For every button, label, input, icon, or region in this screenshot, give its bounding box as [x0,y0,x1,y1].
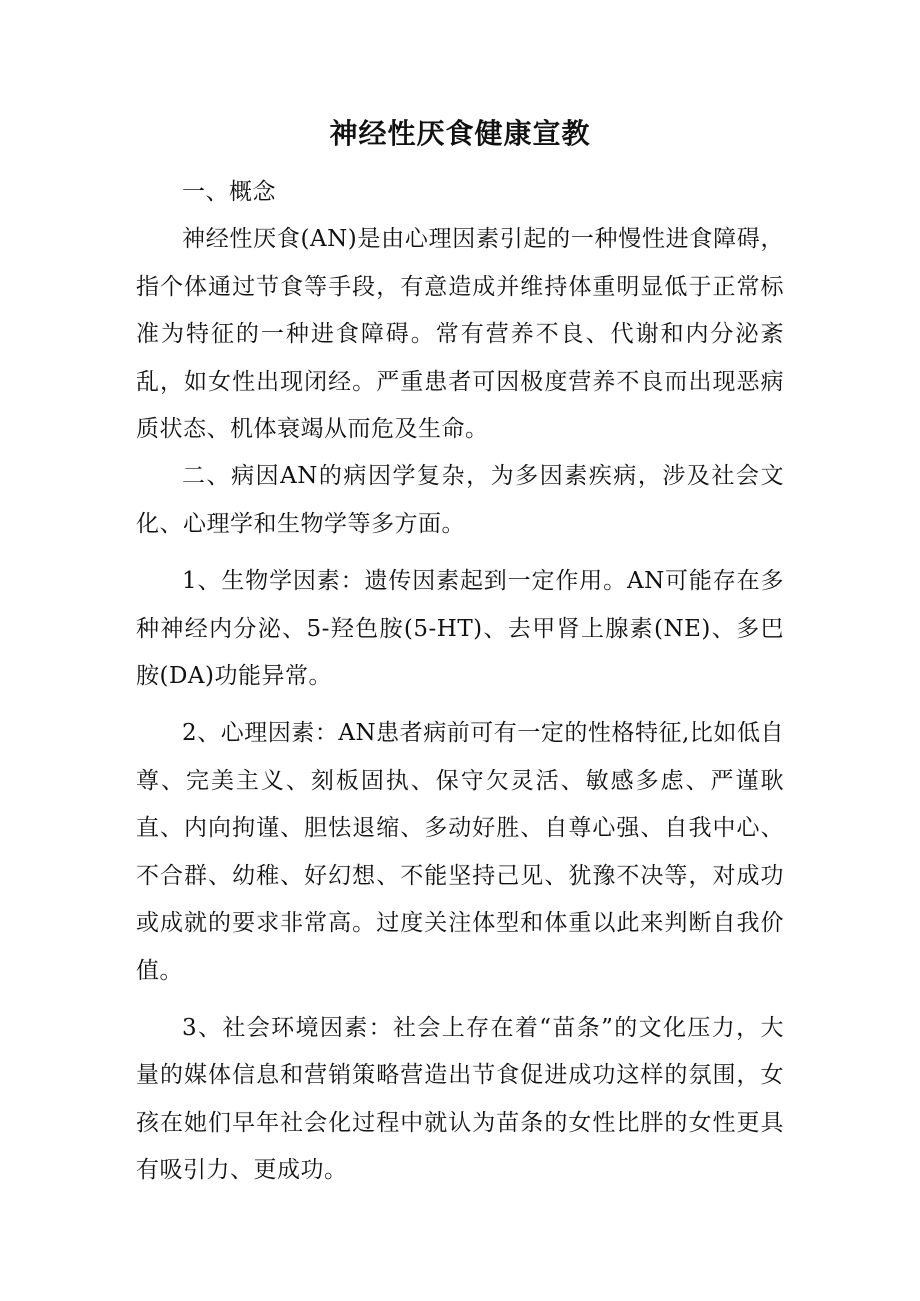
section-concept-body: 神经性厌食(AN)是由心理因素引起的一种慢性进食障碍，指个体通过节食等手段，有意造成并维持体重明显低于正常标准为特征的一种进食障碍。常有营养不良、代谢和内分泌紊乱，如女性出现闭经。严重患者可因极度营养不良而出现恶病质状态、机体衰竭从而危及生命。 [136,226,784,443]
document-title: 神经性厌食健康宣教 [329,117,591,150]
document-body [136,169,784,1195]
section-concept-heading: 一、概念 [182,179,276,205]
section-cause-social: 3、社会环境因素：社会上存在着“苗条”的文化压力，大量的媒体信息和营销策略营造出节食促进成功这样的氛围，女孩在她们早年社会化过程中就认为苗条的女性比胖的女性更具有吸引力、更成功。 [136,1014,784,1184]
section-cause-biology: 1、生物学因素：遗传因素起到一定作用。AN可能存在多种神经内分泌、5-羟色胺(5-HT)、去甲肾上腺素(NE)、多巴胺(DA)功能异常。 [136,568,784,690]
section-cause-intro: 二、病因AN的病因学复杂，为多因素疾病，涉及社会文化、心理学和生物学等多方面。 [136,463,784,537]
section-cause-psychology: 2、心理因素：AN患者病前可有一定的性格特征,比如低自尊、完美主义、刻板固执、保守欠灵活、敏感多虑、严谨耿直、内向拘谨、胆怯退缩、多动好胜、自尊心强、自我中心、不合群、幼稚、好幻想、不能坚持己见、犹豫不决等，对成功或成就的要求非常高。过度关注体型和体重以此来判断自我价值。 [136,720,784,984]
